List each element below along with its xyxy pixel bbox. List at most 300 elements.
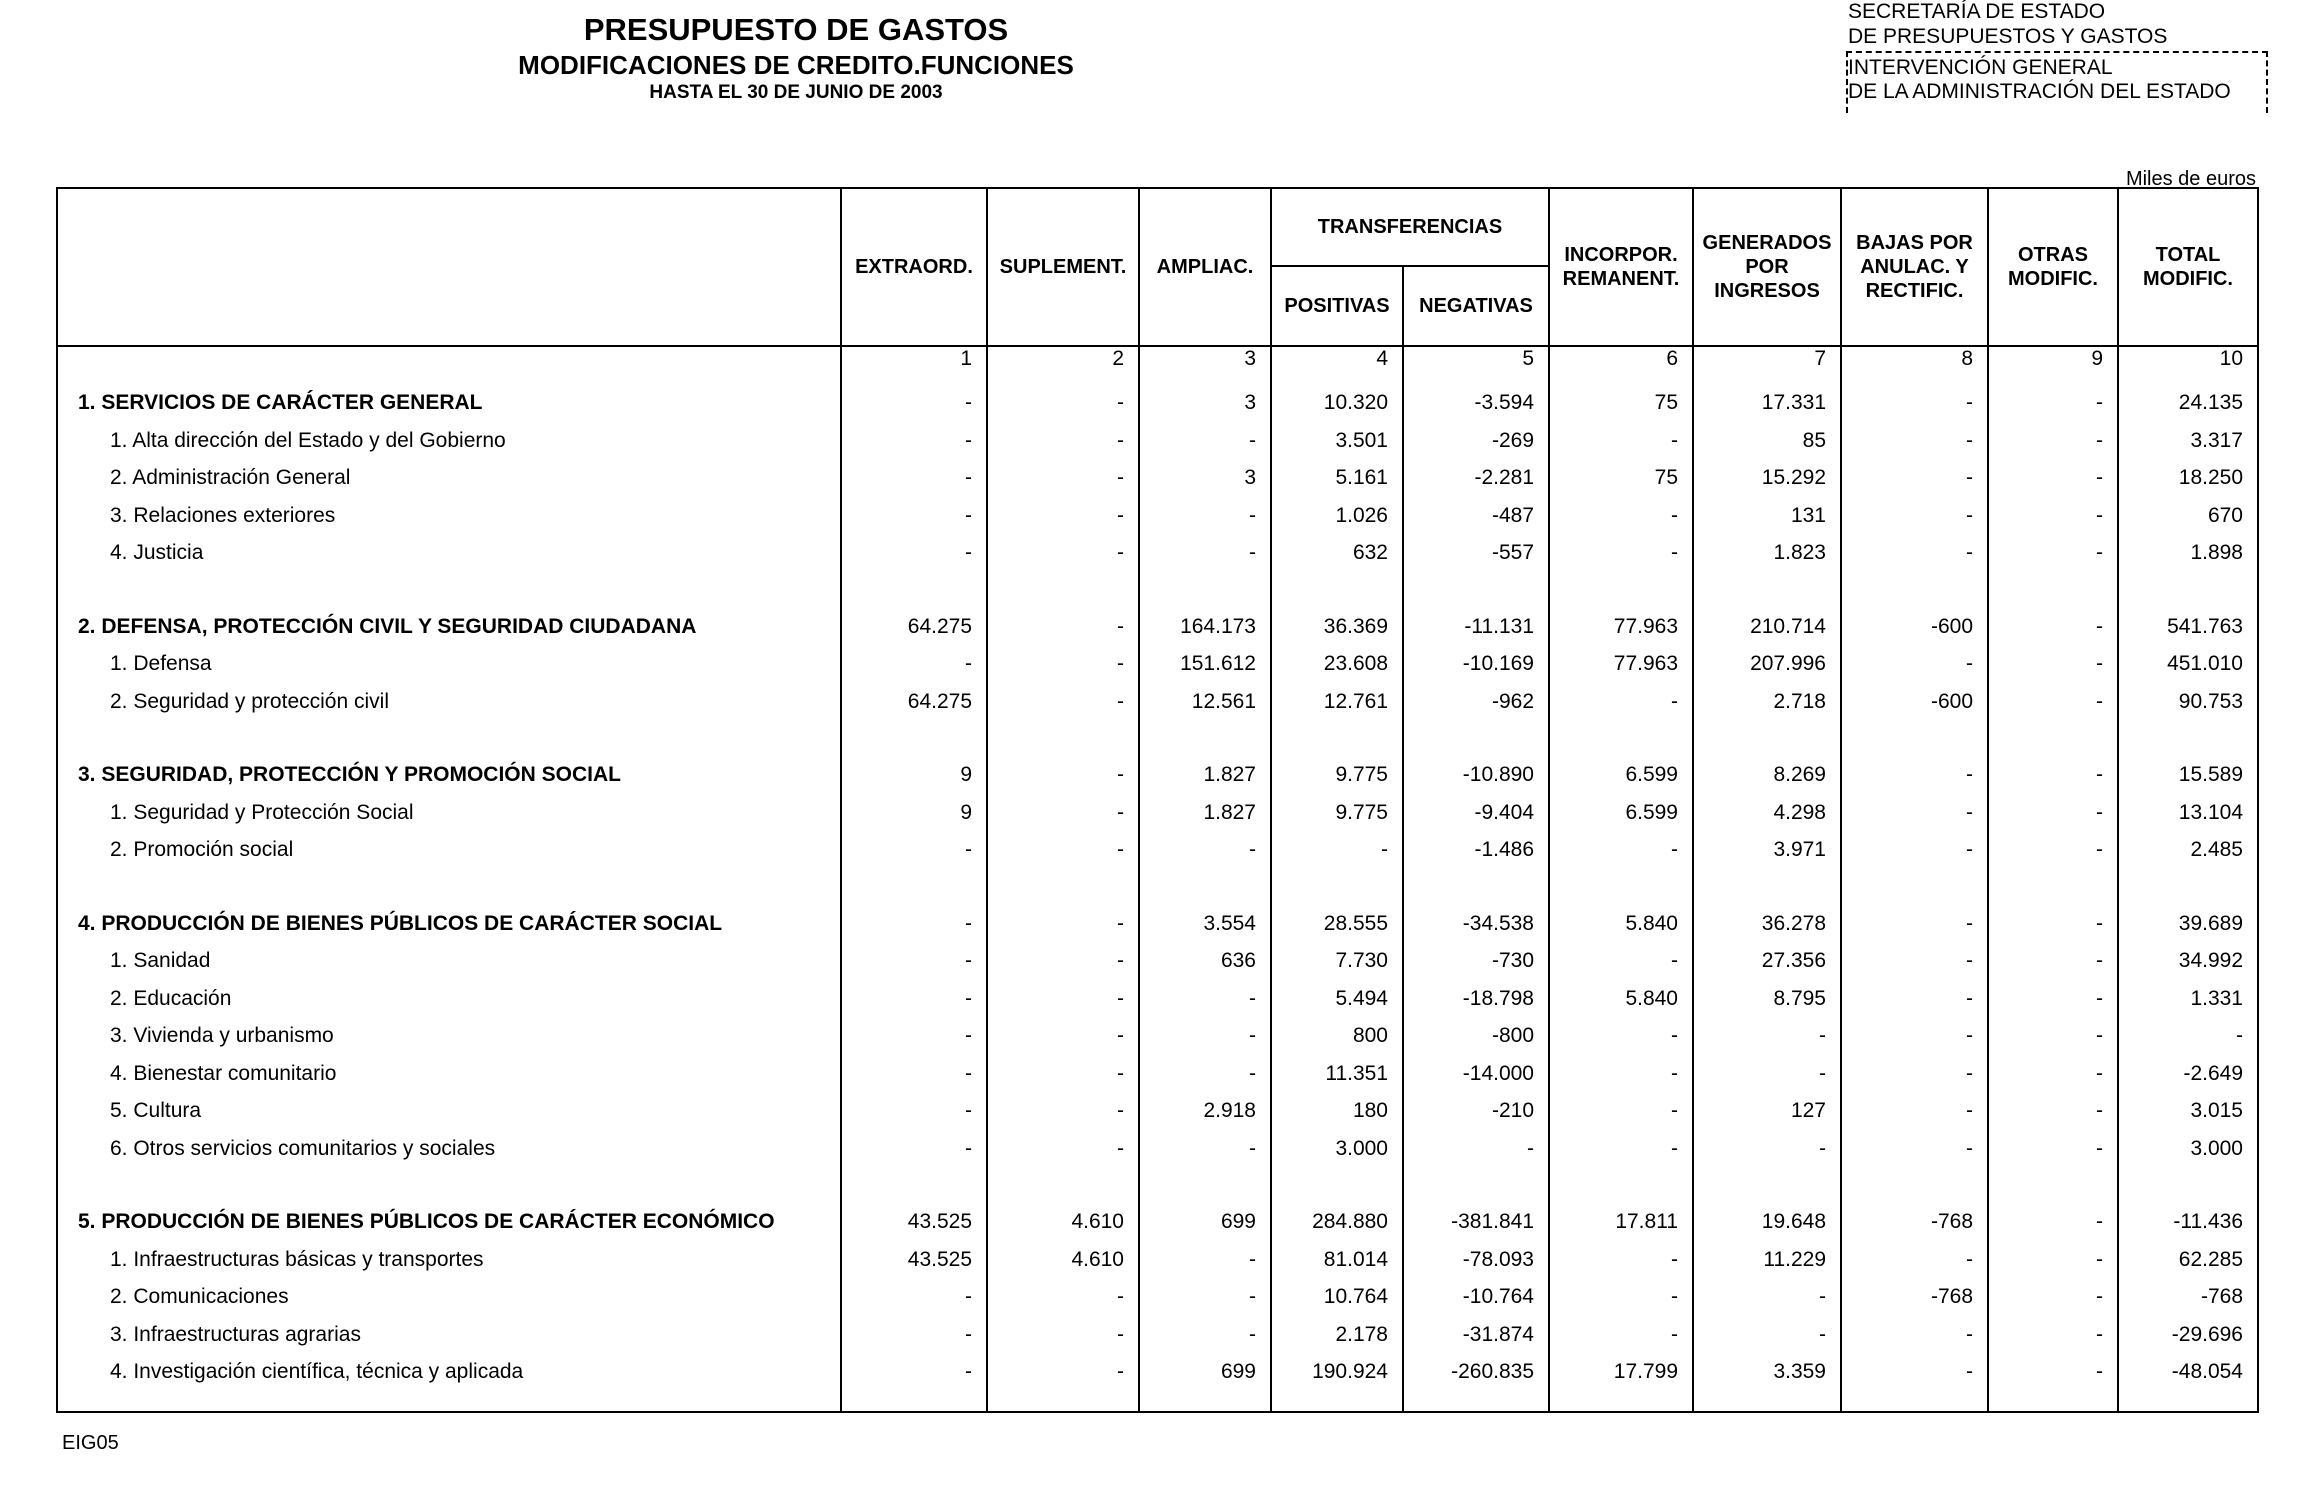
cell-value: 2.918 bbox=[1139, 1093, 1271, 1131]
cell-value: - bbox=[841, 905, 987, 943]
row-label: 2. Educación bbox=[110, 986, 232, 1010]
row-label: 4. PRODUCCIÓN DE BIENES PÚBLICOS DE CARÁCTER SOCIAL bbox=[78, 911, 723, 935]
cell-value: 7.730 bbox=[1271, 943, 1403, 981]
row-label: 2. Comunicaciones bbox=[110, 1285, 289, 1309]
subfunction-row bbox=[57, 1093, 2258, 1131]
cell-value: - bbox=[987, 1279, 1139, 1317]
subfunction-row bbox=[57, 1018, 2258, 1056]
cell-value: 180 bbox=[1271, 1093, 1403, 1131]
cell-value: - bbox=[1841, 794, 1988, 832]
cell-value: - bbox=[1271, 832, 1403, 870]
cell-value: 39.689 bbox=[2118, 905, 2258, 943]
ministry-line-4: DE LA ADMINISTRACIÓN DEL ESTADO bbox=[1848, 80, 2231, 103]
cell-value: - bbox=[1841, 422, 1988, 460]
cell-value: -9.404 bbox=[1403, 794, 1549, 832]
subfunction-row bbox=[57, 943, 2258, 981]
cell-value: - bbox=[1549, 943, 1693, 981]
cell-value: 90.753 bbox=[2118, 683, 2258, 721]
cell-value: - bbox=[1693, 1279, 1841, 1317]
cell-value: -260.835 bbox=[1403, 1354, 1549, 1392]
cell-value: - bbox=[2118, 1018, 2258, 1056]
cell-value: - bbox=[1403, 1130, 1549, 1168]
col-total: TOTAL MODIFIC. bbox=[2118, 188, 2258, 346]
cell-value: 62.285 bbox=[2118, 1241, 2258, 1279]
cell-value: 17.811 bbox=[1549, 1204, 1693, 1242]
cell-value: 541.763 bbox=[2118, 608, 2258, 646]
cell-value: - bbox=[1549, 422, 1693, 460]
row-label: 1. Alta dirección del Estado y del Gobierno bbox=[110, 428, 506, 452]
col-suplement: SUPLEMENT. bbox=[987, 188, 1139, 346]
cell-value: -29.696 bbox=[2118, 1316, 2258, 1354]
cell-value: 12.561 bbox=[1139, 683, 1271, 721]
cell-value: 2.718 bbox=[1693, 683, 1841, 721]
subfunction-row bbox=[57, 1316, 2258, 1354]
cell-value: - bbox=[987, 608, 1139, 646]
cell-value: - bbox=[841, 535, 987, 573]
col-ampliac: AMPLIAC. bbox=[1139, 188, 1271, 346]
cell-value: 632 bbox=[1271, 535, 1403, 573]
cell-value: 451.010 bbox=[2118, 646, 2258, 684]
cell-value: 27.356 bbox=[1693, 943, 1841, 981]
cell-value: - bbox=[987, 832, 1139, 870]
cell-value: - bbox=[987, 1130, 1139, 1168]
cell-value: - bbox=[1139, 497, 1271, 535]
cell-value: -600 bbox=[1841, 608, 1988, 646]
cell-value: - bbox=[1549, 683, 1693, 721]
cell-value: 3.000 bbox=[1271, 1130, 1403, 1168]
cell-value: 64.275 bbox=[841, 608, 987, 646]
cell-value: 28.555 bbox=[1271, 905, 1403, 943]
cell-value: -269 bbox=[1403, 422, 1549, 460]
row-label: 3. Relaciones exteriores bbox=[110, 503, 336, 527]
cell-value: - bbox=[1841, 943, 1988, 981]
cell-value: - bbox=[1841, 1316, 1988, 1354]
cell-value: -381.841 bbox=[1403, 1204, 1549, 1242]
cell-value: - bbox=[1139, 1018, 1271, 1056]
cell-value: - bbox=[987, 497, 1139, 535]
cell-value: - bbox=[1988, 646, 2118, 684]
cell-value: - bbox=[1549, 1055, 1693, 1093]
cell-value: -487 bbox=[1403, 497, 1549, 535]
row-label: 1. Infraestructuras básicas y transportes bbox=[110, 1247, 484, 1271]
row-label: 2. Administración General bbox=[110, 466, 351, 490]
cell-value: 15.589 bbox=[2118, 757, 2258, 795]
cell-value: - bbox=[1988, 832, 2118, 870]
row-label: 2. DEFENSA, PROTECCIÓN CIVIL Y SEGURIDAD CIUDADANA bbox=[78, 614, 697, 638]
col-generados: GENERADOS POR INGRESOS bbox=[1693, 188, 1841, 346]
function-row bbox=[57, 905, 2258, 943]
cell-value: -10.169 bbox=[1403, 646, 1549, 684]
cell-value: 85 bbox=[1693, 422, 1841, 460]
cell-value: 17.331 bbox=[1693, 385, 1841, 423]
cell-value: 699 bbox=[1139, 1354, 1271, 1392]
subfunction-row bbox=[57, 1354, 2258, 1392]
cell-value: -800 bbox=[1403, 1018, 1549, 1056]
cell-value: - bbox=[1988, 1316, 2118, 1354]
cell-value: - bbox=[987, 905, 1139, 943]
cell-value: 64.275 bbox=[841, 683, 987, 721]
cell-value: - bbox=[987, 1018, 1139, 1056]
cell-value: 5.840 bbox=[1549, 905, 1693, 943]
cell-value: -2.281 bbox=[1403, 460, 1549, 498]
cell-value: - bbox=[1841, 1130, 1988, 1168]
cell-value: - bbox=[841, 497, 987, 535]
cell-value: - bbox=[1549, 832, 1693, 870]
cell-value: -10.764 bbox=[1403, 1279, 1549, 1317]
cell-value: - bbox=[841, 1055, 987, 1093]
cell-value: 5.840 bbox=[1549, 980, 1693, 1018]
cell-value: 3.501 bbox=[1271, 422, 1403, 460]
row-label: 3. Infraestructuras agrarias bbox=[110, 1322, 361, 1346]
cell-value: 1.026 bbox=[1271, 497, 1403, 535]
spacer-row bbox=[57, 572, 2258, 608]
function-row bbox=[57, 385, 2258, 423]
cell-value: - bbox=[1693, 1055, 1841, 1093]
cell-value: - bbox=[1693, 1018, 1841, 1056]
cell-value: -3.594 bbox=[1403, 385, 1549, 423]
subfunction-row bbox=[57, 980, 2258, 1018]
cell-value: - bbox=[1841, 460, 1988, 498]
cell-value: - bbox=[841, 460, 987, 498]
cell-value: 6.599 bbox=[1549, 794, 1693, 832]
function-row bbox=[57, 757, 2258, 795]
cell-value: 3 bbox=[1139, 460, 1271, 498]
cell-value: 43.525 bbox=[841, 1241, 987, 1279]
cell-value: 15.292 bbox=[1693, 460, 1841, 498]
subfunction-row bbox=[57, 497, 2258, 535]
col-bajas: BAJAS POR ANULAC. Y RECTIFIC. bbox=[1841, 188, 1988, 346]
function-row bbox=[57, 1204, 2258, 1242]
cell-value: - bbox=[1988, 1241, 2118, 1279]
cell-value: 10.764 bbox=[1271, 1279, 1403, 1317]
cell-value: - bbox=[841, 1354, 987, 1392]
date-line: HASTA EL 30 DE JUNIO DE 2003 bbox=[649, 82, 943, 103]
row-label: 3. SEGURIDAD, PROTECCIÓN Y PROMOCIÓN SOCIAL bbox=[78, 763, 621, 787]
cell-value: - bbox=[1841, 1354, 1988, 1392]
subfunction-row bbox=[57, 794, 2258, 832]
cell-value: - bbox=[1139, 980, 1271, 1018]
cell-value: 131 bbox=[1693, 497, 1841, 535]
cell-value: - bbox=[1693, 1130, 1841, 1168]
cell-value: -1.486 bbox=[1403, 832, 1549, 870]
footer-code: EIG05 bbox=[62, 1432, 119, 1454]
cell-value: 9.775 bbox=[1271, 757, 1403, 795]
cell-value: - bbox=[1841, 1241, 1988, 1279]
cell-value: 75 bbox=[1549, 385, 1693, 423]
cell-value: - bbox=[1988, 757, 2118, 795]
cell-value: -18.798 bbox=[1403, 980, 1549, 1018]
cell-value: 1.898 bbox=[2118, 535, 2258, 573]
cell-value: -11.131 bbox=[1403, 608, 1549, 646]
ministry-line-1: SECRETARÍA DE ESTADO bbox=[1848, 0, 2106, 23]
cell-value: - bbox=[1988, 1204, 2118, 1242]
cell-value: - bbox=[1841, 1055, 1988, 1093]
units-label: Miles de euros bbox=[2125, 168, 2256, 190]
cell-value: - bbox=[987, 757, 1139, 795]
cell-value: - bbox=[1988, 683, 2118, 721]
cell-value: - bbox=[1988, 1130, 2118, 1168]
cell-value: 3.000 bbox=[2118, 1130, 2258, 1168]
cell-value: - bbox=[987, 1055, 1139, 1093]
cell-value: 699 bbox=[1139, 1204, 1271, 1242]
cell-value: - bbox=[1549, 1130, 1693, 1168]
cell-value: - bbox=[1841, 1018, 1988, 1056]
cell-value: - bbox=[1139, 1130, 1271, 1168]
cell-value: -14.000 bbox=[1403, 1055, 1549, 1093]
cell-value: 8.269 bbox=[1693, 757, 1841, 795]
row-label: 3. Vivienda y urbanismo bbox=[110, 1024, 334, 1048]
cell-value: - bbox=[1841, 832, 1988, 870]
cell-value: - bbox=[1693, 1316, 1841, 1354]
row-label: 4. Investigación científica, técnica y aplicada bbox=[110, 1360, 524, 1384]
cell-value: - bbox=[1549, 1018, 1693, 1056]
cell-value: 1.827 bbox=[1139, 794, 1271, 832]
cell-value: 3.015 bbox=[2118, 1093, 2258, 1131]
cell-value: - bbox=[1139, 1241, 1271, 1279]
cell-value: - bbox=[1988, 422, 2118, 460]
page-title: PRESUPUESTO DE GASTOS bbox=[583, 12, 1009, 47]
cell-value: 3.971 bbox=[1693, 832, 1841, 870]
cell-value: 3.317 bbox=[2118, 422, 2258, 460]
page-subtitle: MODIFICACIONES DE CREDITO.FUNCIONES bbox=[518, 50, 1074, 80]
cell-value: 210.714 bbox=[1693, 608, 1841, 646]
cell-value: - bbox=[1988, 980, 2118, 1018]
subfunction-row bbox=[57, 683, 2258, 721]
row-label: 1. Defensa bbox=[110, 652, 212, 676]
cell-value: 636 bbox=[1139, 943, 1271, 981]
cell-value: - bbox=[987, 794, 1139, 832]
cell-value: -31.874 bbox=[1403, 1316, 1549, 1354]
col-transferencias: TRANSFERENCIAS bbox=[1271, 188, 1549, 266]
subfunction-row bbox=[57, 1130, 2258, 1168]
function-row bbox=[57, 608, 2258, 646]
cell-value: - bbox=[1988, 497, 2118, 535]
subfunction-row bbox=[57, 832, 2258, 870]
cell-value: 207.996 bbox=[1693, 646, 1841, 684]
cell-value: 4.610 bbox=[987, 1204, 1139, 1242]
col-negativas: NEGATIVAS bbox=[1403, 266, 1549, 346]
ministry-line-2: DE PRESUPUESTOS Y GASTOS bbox=[1848, 25, 2168, 48]
cell-value: 1.827 bbox=[1139, 757, 1271, 795]
cell-value: -768 bbox=[2118, 1279, 2258, 1317]
cell-value: 12.761 bbox=[1271, 683, 1403, 721]
col-incorpor: INCORPOR. REMANENT. bbox=[1549, 188, 1693, 346]
cell-value: -2.649 bbox=[2118, 1055, 2258, 1093]
cell-value: 3.554 bbox=[1139, 905, 1271, 943]
cell-value: -11.436 bbox=[2118, 1204, 2258, 1242]
cell-value: - bbox=[987, 460, 1139, 498]
cell-value: - bbox=[841, 646, 987, 684]
cell-value: - bbox=[1841, 980, 1988, 1018]
cell-value: 75 bbox=[1549, 460, 1693, 498]
row-label: 1. SERVICIOS DE CARÁCTER GENERAL bbox=[78, 391, 483, 415]
cell-value: 11.229 bbox=[1693, 1241, 1841, 1279]
cell-value: 3 bbox=[1139, 385, 1271, 423]
cell-value: 6.599 bbox=[1549, 757, 1693, 795]
cell-value: 2.485 bbox=[2118, 832, 2258, 870]
cell-value: - bbox=[1988, 905, 2118, 943]
cell-value: 23.608 bbox=[1271, 646, 1403, 684]
cell-value: - bbox=[841, 1018, 987, 1056]
cell-value: -34.538 bbox=[1403, 905, 1549, 943]
cell-value: - bbox=[1841, 905, 1988, 943]
cell-value: 19.648 bbox=[1693, 1204, 1841, 1242]
cell-value: - bbox=[1988, 535, 2118, 573]
cell-value: - bbox=[841, 422, 987, 460]
cell-value: 127 bbox=[1693, 1093, 1841, 1131]
cell-value: - bbox=[987, 1354, 1139, 1392]
cell-value: - bbox=[1549, 497, 1693, 535]
cell-value: -78.093 bbox=[1403, 1241, 1549, 1279]
cell-value: 9 bbox=[841, 757, 987, 795]
cell-value: - bbox=[841, 943, 987, 981]
cell-value: - bbox=[1549, 1279, 1693, 1317]
row-label: 6. Otros servicios comunitarios y sociales bbox=[110, 1136, 496, 1160]
cell-value: 1.823 bbox=[1693, 535, 1841, 573]
cell-value: 77.963 bbox=[1549, 608, 1693, 646]
cell-value: 11.351 bbox=[1271, 1055, 1403, 1093]
cell-value: 190.924 bbox=[1271, 1354, 1403, 1392]
cell-value: 3.359 bbox=[1693, 1354, 1841, 1392]
cell-value: 2.178 bbox=[1271, 1316, 1403, 1354]
cell-value: 18.250 bbox=[2118, 460, 2258, 498]
cell-value: - bbox=[1841, 385, 1988, 423]
row-label: 2. Promoción social bbox=[110, 838, 294, 862]
cell-value: - bbox=[1139, 1316, 1271, 1354]
cell-value: - bbox=[987, 535, 1139, 573]
cell-value: 77.963 bbox=[1549, 646, 1693, 684]
spacer-row bbox=[57, 1168, 2258, 1204]
cell-value: - bbox=[1549, 1316, 1693, 1354]
cell-value: -768 bbox=[1841, 1204, 1988, 1242]
cell-value: - bbox=[1841, 497, 1988, 535]
row-label: 5. PRODUCCIÓN DE BIENES PÚBLICOS DE CARÁCTER ECONÓMICO bbox=[78, 1210, 775, 1234]
cell-value: - bbox=[841, 832, 987, 870]
cell-value: 9 bbox=[841, 794, 987, 832]
subfunction-row bbox=[57, 1241, 2258, 1279]
subfunction-row bbox=[57, 460, 2258, 498]
cell-value: - bbox=[1841, 757, 1988, 795]
row-label: 4. Bienestar comunitario bbox=[110, 1061, 337, 1085]
cell-value: - bbox=[1139, 1279, 1271, 1317]
cell-value: - bbox=[1988, 1055, 2118, 1093]
cell-value: - bbox=[1139, 422, 1271, 460]
cell-value: - bbox=[1988, 460, 2118, 498]
cell-value: -730 bbox=[1403, 943, 1549, 981]
cell-value: - bbox=[1841, 1093, 1988, 1131]
cell-value: 81.014 bbox=[1271, 1241, 1403, 1279]
cell-value: - bbox=[987, 980, 1139, 1018]
col-positivas: POSITIVAS bbox=[1271, 266, 1403, 346]
cell-value: - bbox=[841, 1130, 987, 1168]
spacer-row bbox=[57, 1391, 2258, 1412]
cell-value: - bbox=[1841, 646, 1988, 684]
cell-value: - bbox=[987, 1316, 1139, 1354]
cell-value: - bbox=[841, 1093, 987, 1131]
header-blank bbox=[57, 188, 841, 346]
cell-value: -557 bbox=[1403, 535, 1549, 573]
cell-value: -600 bbox=[1841, 683, 1988, 721]
cell-value: - bbox=[841, 980, 987, 1018]
cell-value: -210 bbox=[1403, 1093, 1549, 1131]
subfunction-row bbox=[57, 1279, 2258, 1317]
cell-value: -10.890 bbox=[1403, 757, 1549, 795]
row-label: 1. Sanidad bbox=[110, 949, 211, 973]
cell-value: 5.494 bbox=[1271, 980, 1403, 1018]
spacer-row bbox=[57, 869, 2258, 905]
cell-value: - bbox=[1988, 1354, 2118, 1392]
row-label: 2. Seguridad y protección civil bbox=[110, 689, 389, 713]
cell-value: - bbox=[1549, 535, 1693, 573]
cell-value: 13.104 bbox=[2118, 794, 2258, 832]
row-label: 1. Seguridad y Protección Social bbox=[110, 800, 414, 824]
cell-value: 5.161 bbox=[1271, 460, 1403, 498]
cell-value: - bbox=[987, 422, 1139, 460]
cell-value: - bbox=[987, 683, 1139, 721]
cell-value: 4.298 bbox=[1693, 794, 1841, 832]
cell-value: - bbox=[1988, 1018, 2118, 1056]
cell-value: - bbox=[987, 1093, 1139, 1131]
cell-value: -48.054 bbox=[2118, 1354, 2258, 1392]
subfunction-row bbox=[57, 1055, 2258, 1093]
cell-value: - bbox=[987, 646, 1139, 684]
cell-value: 10.320 bbox=[1271, 385, 1403, 423]
subfunction-row bbox=[57, 422, 2258, 460]
cell-value: - bbox=[841, 385, 987, 423]
cell-value: - bbox=[1139, 1055, 1271, 1093]
ministry-line-3: INTERVENCIÓN GENERAL bbox=[1848, 56, 2113, 79]
cell-value: - bbox=[1988, 943, 2118, 981]
cell-value: - bbox=[1139, 832, 1271, 870]
cell-value: -962 bbox=[1403, 683, 1549, 721]
cell-value: 800 bbox=[1271, 1018, 1403, 1056]
cell-value: 34.992 bbox=[2118, 943, 2258, 981]
budget-table bbox=[56, 187, 2259, 1413]
cell-value: - bbox=[1841, 535, 1988, 573]
cell-value: 8.795 bbox=[1693, 980, 1841, 1018]
spacer-row bbox=[57, 721, 2258, 757]
cell-value: 9.775 bbox=[1271, 794, 1403, 832]
cell-value: 43.525 bbox=[841, 1204, 987, 1242]
cell-value: - bbox=[987, 943, 1139, 981]
cell-value: 151.612 bbox=[1139, 646, 1271, 684]
cell-value: - bbox=[1988, 1093, 2118, 1131]
cell-value: 36.369 bbox=[1271, 608, 1403, 646]
cell-value: - bbox=[1988, 794, 2118, 832]
row-label: 5. Cultura bbox=[110, 1099, 202, 1123]
cell-value: - bbox=[1139, 535, 1271, 573]
cell-value: - bbox=[1988, 1279, 2118, 1317]
cell-value: -768 bbox=[1841, 1279, 1988, 1317]
col-extraord: EXTRAORD. bbox=[841, 188, 987, 346]
cell-value: 284.880 bbox=[1271, 1204, 1403, 1242]
cell-value: 164.173 bbox=[1139, 608, 1271, 646]
cell-value: - bbox=[841, 1316, 987, 1354]
cell-value: - bbox=[1549, 1093, 1693, 1131]
cell-value: 670 bbox=[2118, 497, 2258, 535]
cell-value: - bbox=[987, 385, 1139, 423]
cell-value: - bbox=[841, 1279, 987, 1317]
subfunction-row bbox=[57, 646, 2258, 684]
column-number-row: 1 2 3 4 5 6 7 8 9 10 bbox=[57, 346, 2258, 385]
cell-value: - bbox=[1549, 1241, 1693, 1279]
col-otras: OTRAS MODIFIC. bbox=[1988, 188, 2118, 346]
cell-value: - bbox=[1988, 608, 2118, 646]
cell-value: 1.331 bbox=[2118, 980, 2258, 1018]
row-label: 4. Justicia bbox=[110, 541, 204, 565]
cell-value: 4.610 bbox=[987, 1241, 1139, 1279]
cell-value: 36.278 bbox=[1693, 905, 1841, 943]
